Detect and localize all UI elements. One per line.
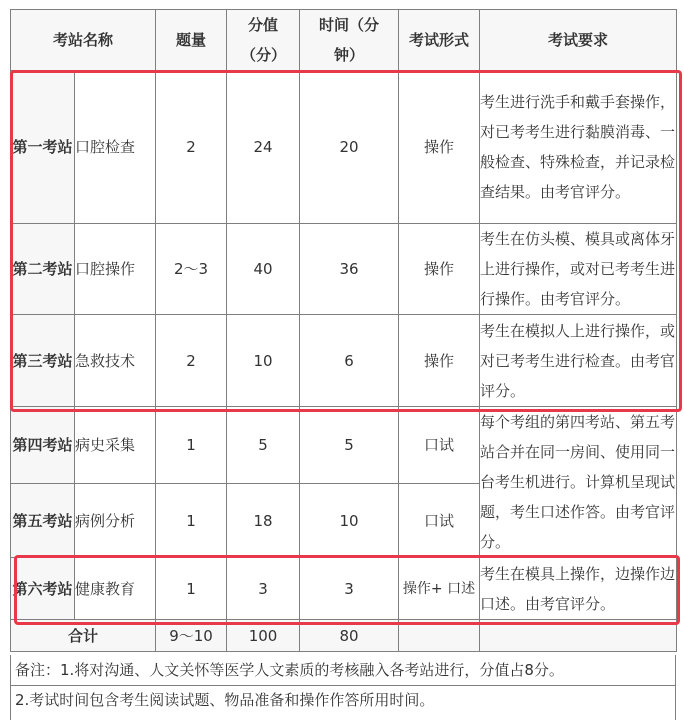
header-score: 分值（分） <box>227 10 300 71</box>
station-time: 10 <box>300 484 399 558</box>
header-count: 题量 <box>156 10 227 71</box>
station-time: 6 <box>300 315 399 407</box>
header-row <box>11 10 677 71</box>
station-count: 2 <box>156 71 227 224</box>
station-label: 第三考站 <box>11 315 75 407</box>
total-row <box>11 620 677 652</box>
table-row <box>11 224 677 315</box>
station-format: 操作 <box>399 71 480 224</box>
station-name: 口腔操作 <box>75 224 156 315</box>
note-divider <box>11 685 675 686</box>
station-name: 急救技术 <box>75 315 156 407</box>
station-count: 1 <box>156 407 227 484</box>
station-count: 2 <box>156 315 227 407</box>
station-requirement: 考生在模拟人上进行操作，或对已考考生进行检查。由考官评分。 <box>480 315 677 407</box>
total-count: 9～10 <box>156 620 227 652</box>
station-format: 口试 <box>399 407 480 484</box>
station-requirement: 考生在仿头模、模具或离体牙上进行操作，或对已考考生进行操作。由考官评分。 <box>480 224 677 315</box>
station-count: 1 <box>156 484 227 558</box>
station-format: 口试 <box>399 484 480 558</box>
notes-section <box>10 655 676 720</box>
station-label: 第四考站 <box>11 407 75 484</box>
total-score: 100 <box>227 620 300 652</box>
station-label: 第一考站 <box>11 71 75 224</box>
table-row <box>11 558 677 620</box>
station-name: 病史采集 <box>75 407 156 484</box>
station-score: 18 <box>227 484 300 558</box>
header-requirement: 考试要求 <box>480 10 677 71</box>
station-time: 3 <box>300 558 399 620</box>
header-time: 时间（分钟） <box>300 10 399 71</box>
station-count: 2～3 <box>156 224 227 315</box>
station-requirement: 每个考组的第四考站、第五考站合并在同一房间、使用同一台考生机进行。计算机呈现试题，考生口述作答。由考官评分。 <box>480 407 677 558</box>
station-format: 操作+ 口述 <box>399 558 480 620</box>
header-format: 考试形式 <box>399 10 480 71</box>
total-requirement-empty <box>480 620 677 652</box>
table-row <box>11 315 677 407</box>
total-label: 合计 <box>11 620 156 652</box>
station-time: 5 <box>300 407 399 484</box>
station-time: 36 <box>300 224 399 315</box>
station-score: 3 <box>227 558 300 620</box>
station-name: 口腔检查 <box>75 71 156 224</box>
total-format-empty <box>399 620 480 652</box>
station-format: 操作 <box>399 224 480 315</box>
station-name: 健康教育 <box>75 558 156 620</box>
exam-station-table <box>10 9 677 652</box>
table-row <box>11 407 677 484</box>
station-name: 病例分析 <box>75 484 156 558</box>
station-label: 第六考站 <box>11 558 75 620</box>
total-time: 80 <box>300 620 399 652</box>
station-score: 5 <box>227 407 300 484</box>
station-requirement: 考生进行洗手和戴手套操作，对已考考生进行黏膜消毒、一般检查、特殊检查，并记录检查结果。由考官评分。 <box>480 71 677 224</box>
station-label: 第二考站 <box>11 224 75 315</box>
note-line-1: 备注：1.将对沟通、人文关怀等医学人文素质的考核融入各考站进行，分值占8分。 <box>15 661 564 679</box>
table-row <box>11 71 677 224</box>
station-score: 40 <box>227 224 300 315</box>
station-format: 操作 <box>399 315 480 407</box>
station-label: 第五考站 <box>11 484 75 558</box>
station-score: 10 <box>227 315 300 407</box>
header-station: 考站名称 <box>11 10 156 71</box>
station-requirement: 考生在模具上操作，边操作边口述。由考官评分。 <box>480 558 677 620</box>
station-score: 24 <box>227 71 300 224</box>
station-count: 1 <box>156 558 227 620</box>
station-time: 20 <box>300 71 399 224</box>
note-line-2: 2.考试时间包含考生阅读试题、物品准备和操作作答所用时间。 <box>15 691 435 709</box>
